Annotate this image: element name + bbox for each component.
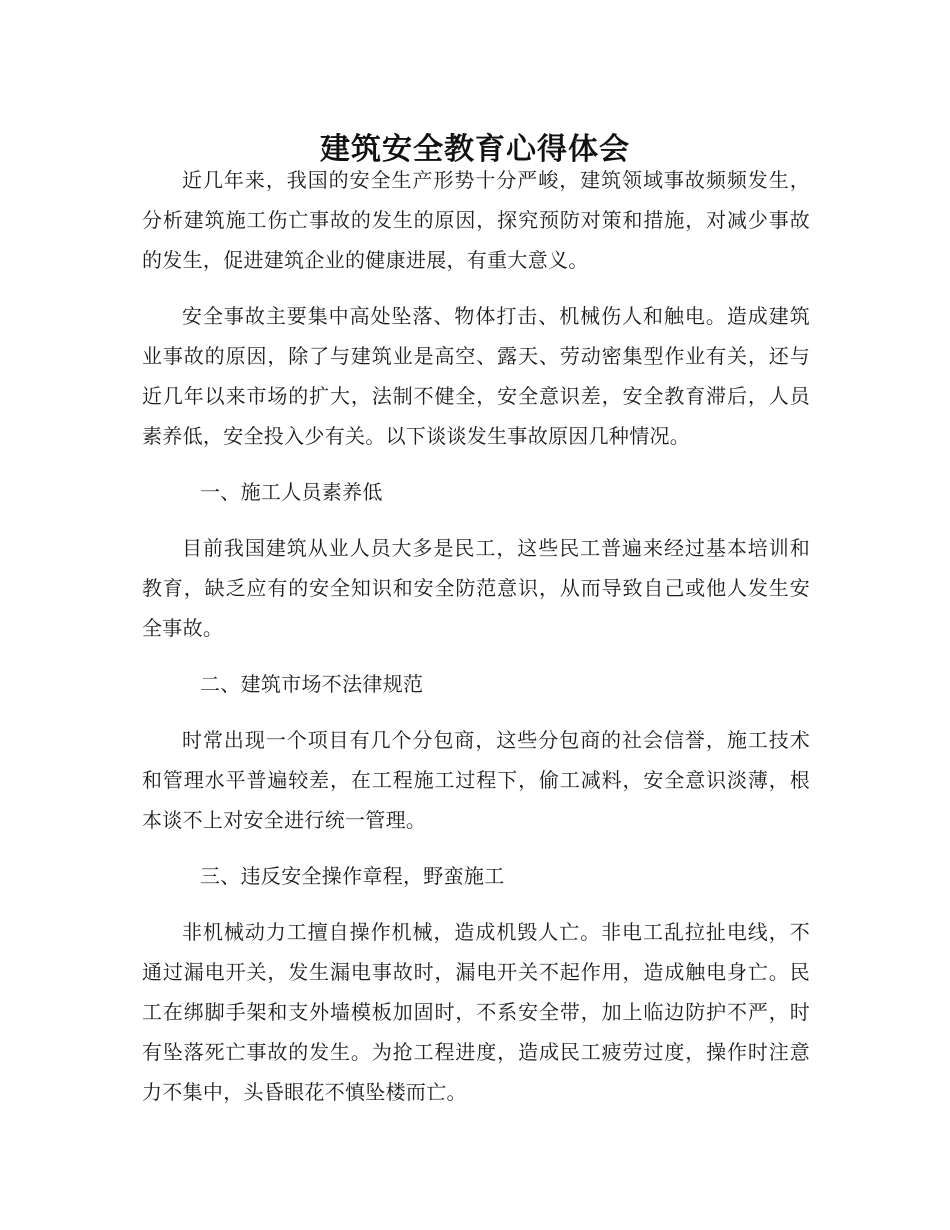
paragraph-intro: 近几年来，我国的安全生产形势十分严峻，建筑领域事故频频发生，分析建筑施工伤亡事故的发生的原因，探究预防对策和措施，对减少事故的发生，促进建筑企业的健康进展，有重大意义。 — [142, 168, 810, 272]
paragraph-section-1: 目前我国建筑从业人员大多是民工，这些民工普遍来经过基本培训和教育，缺乏应有的安全知识和安全防范意识，从而导致自己或他人发生安全事故。 — [142, 536, 810, 640]
section-heading-1: 一、施工人员素养低 — [200, 480, 383, 504]
document-body — [142, 160, 810, 1128]
paragraph-accident-causes: 安全事故主要集中高处坠落、物体打击、机械伤人和触电。造成建筑业事故的原因，除了与建筑业是高空、露天、劳动密集型作业有关，还与近几年以来市场的扩大，法制不健全，安全意识差，安全教育滞后，人员素养低，安全投入少有关。以下谈谈发生事故原因几种情况。 — [142, 304, 810, 448]
section-heading-2: 二、建筑市场不法律规范 — [200, 672, 424, 696]
paragraph-section-3: 非机械动力工擅自操作机械，造成机毁人亡。非电工乱拉扯电线，不通过漏电开关，发生漏电事故时，漏电开关不起作用，造成触电身亡。民工在绑脚手架和支外墙模板加固时，不系安全带，加上临边防护不严，时有坠落死亡事故的发生。为抢工程进度，造成民工疲劳过度，操作时注意力不集中，头昏眼花不慎坠楼而亡。 — [142, 920, 810, 1104]
section-heading-3: 三、违反安全操作章程，野蛮施工 — [200, 864, 505, 888]
paragraph-section-2: 时常出现一个项目有几个分包商，这些分包商的社会信誉，施工技术和管理水平普遍较差，在工程施工过程下，偷工减料，安全意识淡薄，根本谈不上对安全进行统一管理。 — [142, 728, 810, 832]
document-title: 建筑安全教育心得体会 — [320, 132, 630, 168]
